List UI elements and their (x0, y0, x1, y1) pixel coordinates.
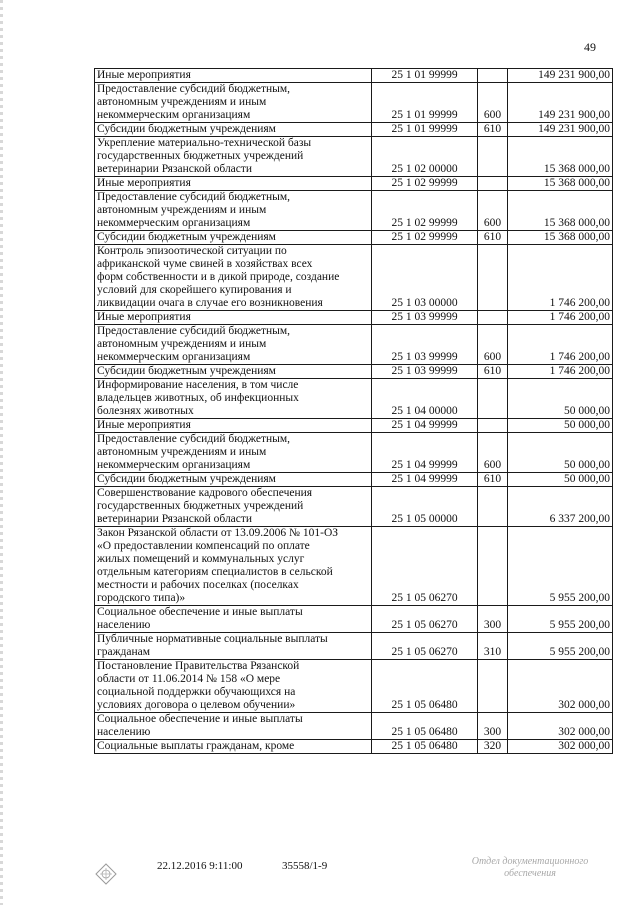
budget-table-body (95, 69, 613, 754)
row-sum-cell: 149 231 900,00 (508, 69, 613, 83)
row-vr-cell: 320 (478, 740, 508, 754)
table-row (95, 191, 613, 231)
row-sum-cell: 5 955 200,00 (508, 633, 613, 660)
row-name-cell: Публичные нормативные социальные выплаты гражданам (95, 633, 372, 660)
row-csr-cell: 25 1 01 99999 (372, 123, 478, 137)
row-name-cell: Укрепление материально-технической базы государственных бюджетных учреждений ветеринарии Рязанской области (95, 137, 372, 177)
row-csr-cell: 25 1 01 99999 (372, 83, 478, 123)
row-csr-cell: 25 1 05 00000 (372, 487, 478, 527)
row-sum-cell: 50 000,00 (508, 473, 613, 487)
row-csr-cell: 25 1 04 00000 (372, 379, 478, 419)
table-row (95, 365, 613, 379)
row-csr-cell: 25 1 03 99999 (372, 311, 478, 325)
row-name-cell: Закон Рязанской области от 13.09.2006 № 101-ОЗ «О предоставлении компенсаций по оплате жилых помещений и коммунальных услуг отдельным категориям специалистов в сельской местности и рабочих поселках (поселках городского типа)» (95, 527, 372, 606)
row-vr-cell: 600 (478, 83, 508, 123)
budget-table (94, 68, 613, 754)
table-row (95, 311, 613, 325)
table-row (95, 487, 613, 527)
row-vr-cell (478, 245, 508, 311)
table-row (95, 69, 613, 83)
row-name-cell: Информирование населения, в том числе владельцев животных, об инфекционных болезнях животных (95, 379, 372, 419)
row-csr-cell: 25 1 02 99999 (372, 177, 478, 191)
table-row (95, 123, 613, 137)
row-sum-cell: 1 746 200,00 (508, 245, 613, 311)
footer-datetime: 22.12.2016 9:11:00 (157, 860, 243, 872)
table-row (95, 633, 613, 660)
row-sum-cell: 149 231 900,00 (508, 83, 613, 123)
row-name-cell: Социальное обеспечение и иные выплаты населению (95, 713, 372, 740)
row-vr-cell: 300 (478, 606, 508, 633)
row-sum-cell: 1 746 200,00 (508, 325, 613, 365)
row-vr-cell (478, 487, 508, 527)
row-sum-cell: 15 368 000,00 (508, 191, 613, 231)
row-sum-cell: 1 746 200,00 (508, 311, 613, 325)
table-row (95, 325, 613, 365)
row-name-cell: Субсидии бюджетным учреждениям (95, 473, 372, 487)
row-sum-cell: 302 000,00 (508, 740, 613, 754)
row-csr-cell: 25 1 01 99999 (372, 69, 478, 83)
row-sum-cell: 1 746 200,00 (508, 365, 613, 379)
table-row (95, 137, 613, 177)
row-vr-cell: 610 (478, 365, 508, 379)
row-vr-cell (478, 177, 508, 191)
row-sum-cell: 6 337 200,00 (508, 487, 613, 527)
row-name-cell: Иные мероприятия (95, 69, 372, 83)
table-row (95, 433, 613, 473)
row-vr-cell (478, 379, 508, 419)
row-vr-cell (478, 311, 508, 325)
row-name-cell: Иные мероприятия (95, 311, 372, 325)
row-csr-cell: 25 1 03 99999 (372, 325, 478, 365)
row-csr-cell: 25 1 04 99999 (372, 473, 478, 487)
table-row (95, 713, 613, 740)
row-name-cell: Предоставление субсидий бюджетным, автономным учреждениям и иным некоммерческим организациям (95, 191, 372, 231)
row-name-cell: Иные мероприятия (95, 419, 372, 433)
row-sum-cell: 302 000,00 (508, 660, 613, 713)
row-name-cell: Иные мероприятия (95, 177, 372, 191)
row-vr-cell: 600 (478, 325, 508, 365)
row-vr-cell: 610 (478, 231, 508, 245)
row-name-cell: Постановление Правительства Рязанской области от 11.06.2014 № 158 «О мере социальной поддержки обучающихся на условиях договора о целевом обучении» (95, 660, 372, 713)
table-row (95, 245, 613, 311)
row-vr-cell (478, 137, 508, 177)
table-row (95, 231, 613, 245)
footer-doc-number: 35558/1-9 (282, 860, 328, 872)
row-vr-cell (478, 69, 508, 83)
row-name-cell: Совершенствование кадрового обеспечения государственных бюджетных учреждений ветеринарии Рязанской области (95, 487, 372, 527)
row-vr-cell: 600 (478, 191, 508, 231)
row-csr-cell: 25 1 04 99999 (372, 433, 478, 473)
row-sum-cell: 5 955 200,00 (508, 527, 613, 606)
table-row (95, 419, 613, 433)
row-csr-cell: 25 1 05 06480 (372, 713, 478, 740)
table-row (95, 740, 613, 754)
row-csr-cell: 25 1 05 06270 (372, 633, 478, 660)
row-csr-cell: 25 1 02 99999 (372, 191, 478, 231)
row-name-cell: Контроль эпизоотической ситуации по африканской чуме свиней в хозяйствах всех форм собственности и в дикой природе, создание условий для скорейшего купирования и ликвидации очага в случае его возникновения (95, 245, 372, 311)
row-csr-cell: 25 1 05 06480 (372, 660, 478, 713)
row-csr-cell: 25 1 05 06270 (372, 527, 478, 606)
row-vr-cell (478, 527, 508, 606)
row-name-cell: Субсидии бюджетным учреждениям (95, 123, 372, 137)
row-vr-cell: 610 (478, 123, 508, 137)
row-csr-cell: 25 1 02 99999 (372, 231, 478, 245)
row-sum-cell: 50 000,00 (508, 433, 613, 473)
row-csr-cell: 25 1 05 06480 (372, 740, 478, 754)
row-csr-cell: 25 1 03 00000 (372, 245, 478, 311)
row-vr-cell (478, 660, 508, 713)
row-vr-cell (478, 419, 508, 433)
row-sum-cell: 302 000,00 (508, 713, 613, 740)
table-row (95, 527, 613, 606)
table-row (95, 379, 613, 419)
row-vr-cell: 610 (478, 473, 508, 487)
row-sum-cell: 15 368 000,00 (508, 177, 613, 191)
table-row (95, 83, 613, 123)
table-row (95, 660, 613, 713)
row-name-cell: Субсидии бюджетным учреждениям (95, 365, 372, 379)
row-name-cell: Предоставление субсидий бюджетным, автономным учреждениям и иным некоммерческим организациям (95, 325, 372, 365)
table-row (95, 606, 613, 633)
scan-edge-artifact (0, 0, 3, 905)
row-csr-cell: 25 1 02 00000 (372, 137, 478, 177)
row-csr-cell: 25 1 03 99999 (372, 365, 478, 379)
row-csr-cell: 25 1 05 06270 (372, 606, 478, 633)
row-vr-cell: 600 (478, 433, 508, 473)
row-name-cell: Социальное обеспечение и иные выплаты населению (95, 606, 372, 633)
stamp-icon (92, 862, 120, 886)
row-name-cell: Предоставление субсидий бюджетным, автономным учреждениям и иным некоммерческим организациям (95, 83, 372, 123)
footer-office-stamp: Отдел документационного обеспечения (471, 856, 589, 879)
row-name-cell: Предоставление субсидий бюджетным, автономным учреждениям и иным некоммерческим организациям (95, 433, 372, 473)
row-sum-cell: 149 231 900,00 (508, 123, 613, 137)
page-number: 49 (584, 40, 596, 54)
row-sum-cell: 50 000,00 (508, 379, 613, 419)
table-row (95, 473, 613, 487)
row-sum-cell: 15 368 000,00 (508, 137, 613, 177)
row-sum-cell: 5 955 200,00 (508, 606, 613, 633)
table-row (95, 177, 613, 191)
row-sum-cell: 50 000,00 (508, 419, 613, 433)
row-name-cell: Субсидии бюджетным учреждениям (95, 231, 372, 245)
row-name-cell: Социальные выплаты гражданам, кроме (95, 740, 372, 754)
row-sum-cell: 15 368 000,00 (508, 231, 613, 245)
row-vr-cell: 310 (478, 633, 508, 660)
row-vr-cell: 300 (478, 713, 508, 740)
row-csr-cell: 25 1 04 99999 (372, 419, 478, 433)
